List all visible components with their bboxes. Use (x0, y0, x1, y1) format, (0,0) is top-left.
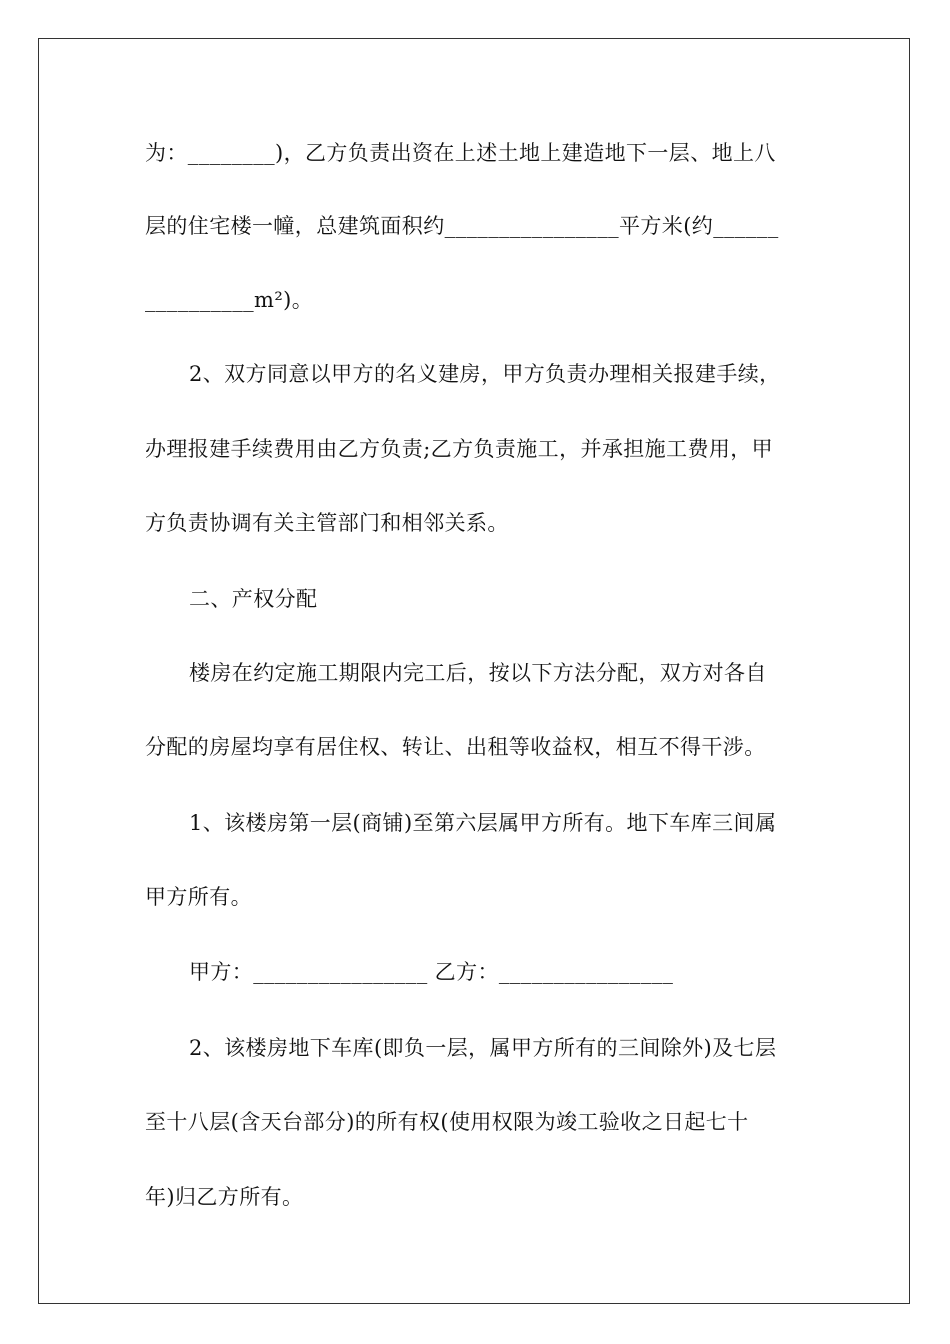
paragraph-line: 层的住宅楼一幢，总建筑面积约________________平方米(约______ (145, 214, 779, 238)
paragraph-line: 甲方所有。 (145, 885, 252, 909)
clause-2b-line: 2、该楼房地下车库(即负一层，属甲方所有的三间除外)及七层 (189, 1036, 777, 1060)
paragraph-line: 至十八层(含天台部分)的所有权(使用权限为竣工验收之日起七十 (145, 1110, 749, 1134)
paragraph-line: 为：________)，乙方负责出资在上述土地上建造地下一层、地上八 (145, 141, 776, 165)
paragraph-line: 方负责协调有关主管部门和相邻关系。 (145, 511, 509, 535)
clause-2-line: 2、双方同意以甲方的名义建房，甲方负责办理相关报建手续， (189, 362, 781, 386)
paragraph-line: __________m²)。 (145, 288, 314, 312)
paragraph-line: 年)归乙方所有。 (145, 1185, 304, 1209)
section-heading: 二、产权分配 (189, 587, 318, 611)
paragraph-line: 分配的房屋均享有居住权、转让、出租等收益权，相互不得干涉。 (145, 735, 766, 759)
paragraph-line: 楼房在约定施工期限内完工后，按以下方法分配，双方对各自 (189, 661, 767, 685)
signature-line: 甲方：________________ 乙方：________________ (189, 960, 674, 984)
clause-1-line: 1、该楼房第一层(商铺)至第六层属甲方所有。地下车库三间属 (189, 811, 777, 835)
paragraph-line: 办理报建手续费用由乙方负责;乙方负责施工，并承担施工费用，甲 (145, 437, 774, 461)
